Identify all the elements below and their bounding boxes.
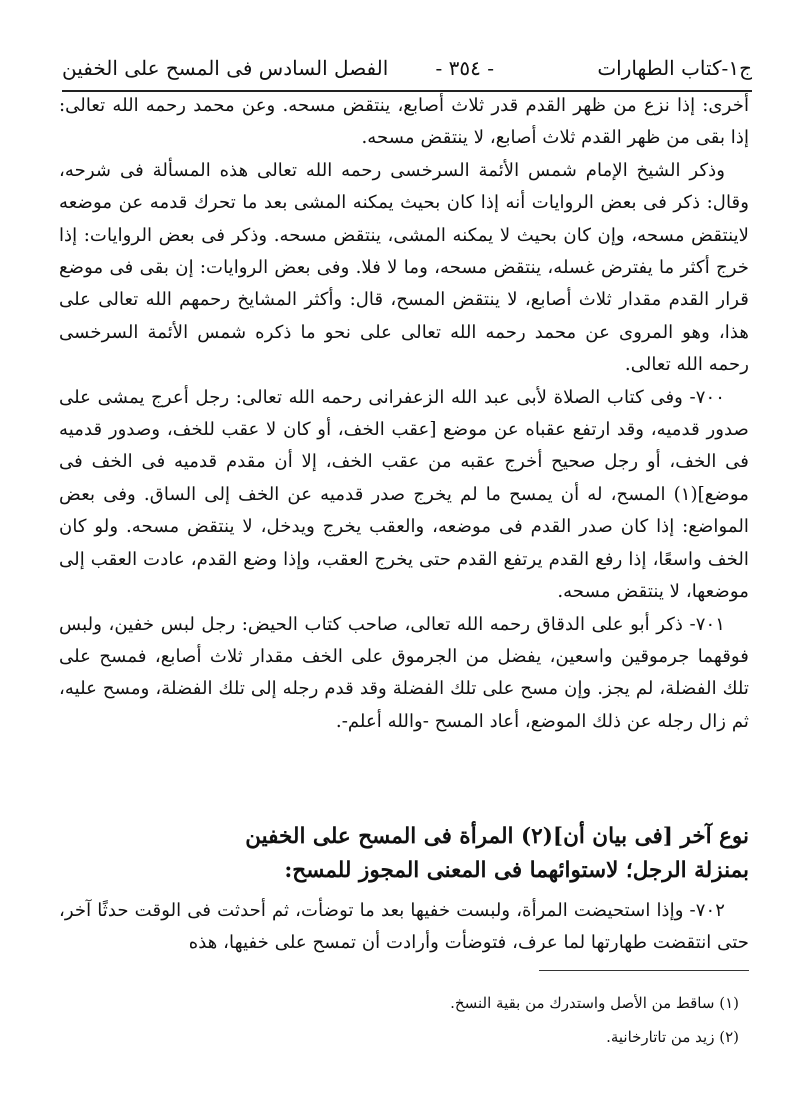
page-number: - ٣٥٤ - bbox=[435, 56, 494, 80]
footnotes bbox=[59, 986, 739, 1054]
header-volume-title: ج١-كتاب الطهارات bbox=[597, 56, 752, 80]
footnote-divider bbox=[539, 970, 749, 971]
paragraph: وذكر الشيخ الإمام شمس الأئمة السرخسى رحمه الله تعالى هذه المسألة فى شرحه، وقال: ذكر فى بعض الروايات أنه إذا كان بحيث يمكنه المشى بعد ما تحرك قدمه عن موضعه لاينتقض مسحه، وإن كان بحيث لا يمكنه المشى، ينتقض مسحه. وذكر فى بعض الروايات: إذا خرج أكثر ما يفترض غسله، ينتقض مسحه، وما لا فلا. وفى بعض الروايات: إن بقى فى موضع قرار القدم مقدار ثلاث أصابع، لا ينتقض المسح، قال: وأكثر المشايخ رحمهم الله تعالى على هذا، وهو المروى عن محمد رحمه الله تعالى على نحو ما ذكره شمس الأئمة السرخسى رحمه الله تعالى. bbox=[59, 159, 749, 376]
paragraph: ٧٠٠- وفى كتاب الصلاة لأبى عبد الله الزعفرانى رحمه الله تعالى: رجل أعرج يمشى على صدور قدميه، وقد ارتفع عقباه عن موضع [عقب الخف، أو كان لا عقب للخف، وصدور قدميه فى الخف، أو رجل صحيح أخرج عقبه من عقب الخف، إلا أن مقدم قدميه فى الخف فى موضع](١) المسح، له أن يمسح ما لم يخرج صدر قدميه عن الخف إلى الساق. وفى بعض المواضع: إذا كان صدر القدم فى موضعه، والعقب يخرج ويدخل، لا ينتقض مسحه. ولو كان الخف واسعًا، إذا رفع القدم يرتفع القدم حتى يخرج العقب، وإذا وضع القدم، عادت العقب إلى موضعها، لا ينتقض مسحه. bbox=[59, 386, 749, 603]
section-heading bbox=[59, 820, 749, 888]
section-text bbox=[59, 895, 749, 960]
section-heading-line: نوع آخر [فى بيان أن](٢) المرأة فى المسح على الخفين bbox=[245, 824, 749, 849]
footnote: (١) ساقط من الأصل واستدرك من بقية النسخ. bbox=[450, 994, 739, 1012]
header-chapter-title: الفصل السادس فى المسح على الخفين bbox=[62, 56, 389, 80]
paragraph: ٧٠٢- وإذا استحيضت المرأة، ولبست خفيها بعد ما توضأت، ثم أحدثت فى الوقت حدثًا آخر، حتى انتقضت طهارتها لما عرف، فتوضأت وأرادت أن تمسح على خفيها، هذه bbox=[59, 900, 749, 954]
paragraph: أخرى: إذا نزع من ظهر القدم قدر ثلاث أصابع، ينتقض مسحه. وعن محمد رحمه الله تعالى: إذا بقى من ظهر القدم ثلاث أصابع، لا ينتقض مسحه. bbox=[59, 95, 749, 149]
main-text bbox=[59, 90, 749, 738]
section-heading-line: بمنزلة الرجل؛ لاستوائهما فى المعنى المجوز للمسح: bbox=[284, 858, 749, 883]
paragraph: ٧٠١- ذكر أبو على الدقاق رحمه الله تعالى، صاحب كتاب الحيض: رجل لبس خفين، ولبس فوقهما جرموقين واسعين، يفضل من الجرموق على الخف مقدار ثلاث أصابع، فمسح على تلك الفضلة، لم يجز. وإن مسح على تلك الفضلة وقد قدم رجله إلى تلك الفضلة، ومسح عليه، ثم زال رجله عن ذلك الموضع، أعاد المسح -والله أعلم-. bbox=[59, 613, 749, 732]
footnote: (٢) زيد من تاتارخانية. bbox=[606, 1028, 739, 1046]
page-header bbox=[62, 50, 752, 92]
